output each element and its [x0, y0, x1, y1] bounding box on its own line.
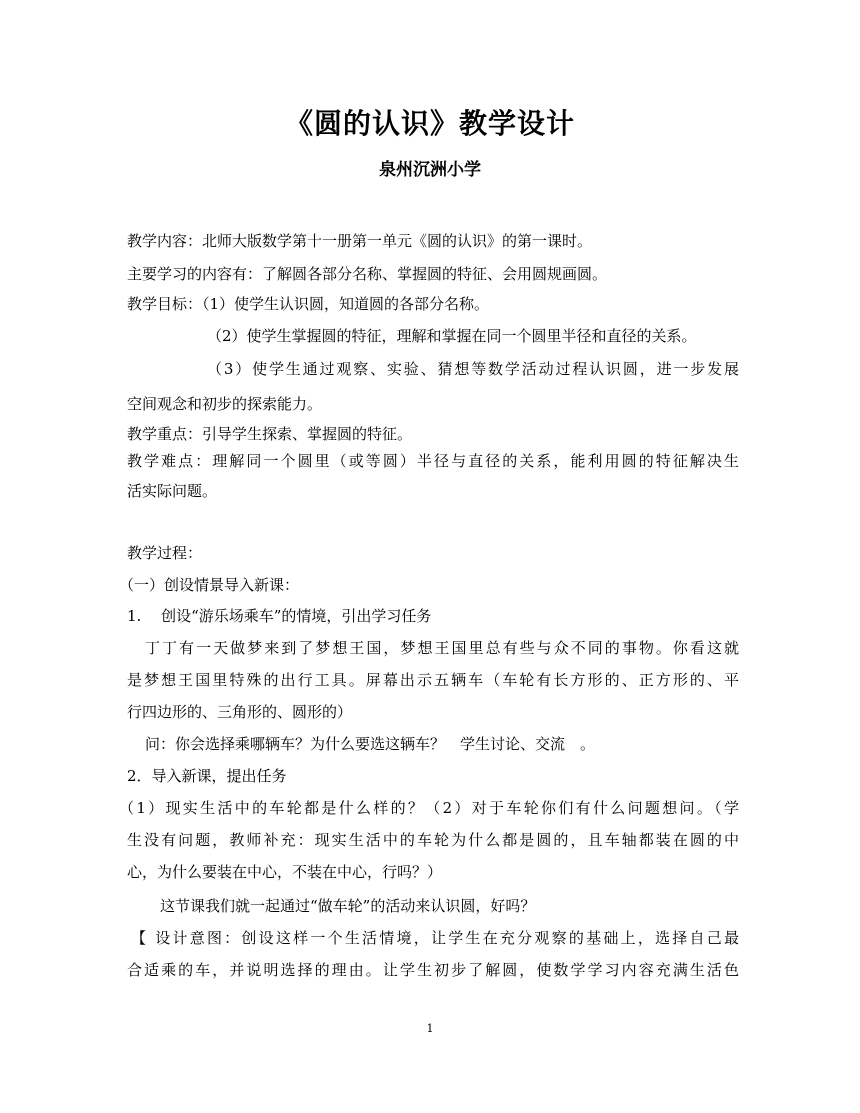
text-line: （一）创设情景导入新课： — [119, 576, 300, 594]
document-subtitle: 泉州沉洲小学 — [379, 160, 481, 180]
text-line: 教学内容：北师大版数学第十一册第一单元《圆的认识》的第一课时。 — [127, 232, 593, 250]
text-line: 心，为什么要装在中心，不装在中心，行吗？） — [127, 863, 443, 881]
text-line: 这节课我们就一起通过“做车轮”的活动来认识圆，好吗？ — [160, 897, 536, 915]
text-line: 教学过程： — [127, 544, 203, 562]
text-line: 丁丁有一天做梦来到了梦想王国，梦想王国里总有些与众不同的事物。你看这就 — [145, 639, 739, 657]
text-line: 生没有问题，教师补充：现实生活中的车轮为什么都是圆的，且车轴都装在圆的中 — [127, 831, 739, 849]
text-line: 1. 创设“游乐场乘车”的情境，引出学习任务 — [127, 607, 432, 625]
text-line: 【 设计意图：创设这样一个生活情境，让学生在充分观察的基础上，选择自己最 — [131, 929, 739, 947]
text-line: 空间观念和初步的探索能力。 — [127, 395, 323, 413]
text-line: 是梦想王国里特殊的出行工具。屏幕出示五辆车（车轮有长方形的、正方形的、平 — [127, 671, 739, 689]
text-line: 问：你会选择乘哪辆车？为什么要选这辆车？ 学生讨论、交流 。 — [145, 735, 596, 753]
text-line: 合适乘的车，并说明选择的理由。让学生初步了解圆，使数学学习内容充满生活色 — [127, 961, 739, 979]
document-title: 《圆的认识》教学设计 — [284, 107, 575, 140]
text-line: 活实际问题。 — [127, 482, 218, 500]
text-line: 教学重点：引导学生探索、掌握圆的特征。 — [127, 425, 413, 443]
text-line: （2）使学生掌握圆的特征，理解和掌握在同一个圆里半径和直径的关系。 — [207, 327, 697, 345]
text-line: 教学目标：（1）使学生认识圆，知道圆的各部分名称。 — [127, 295, 490, 313]
text-line: 行四边形的、三角形的、圆形的） — [127, 703, 353, 721]
text-line: （3）使学生通过观察、实验、猜想等数学活动过程认识圆，进一步发展 — [207, 360, 739, 378]
text-line: 教学难点：理解同一个圆里（或等圆）半径与直径的关系，能利用圆的特征解决生 — [127, 452, 739, 470]
page-number: 1 — [426, 1022, 434, 1035]
text-line: 主要学习的内容有：了解圆各部分名称、掌握圆的特征、会用圆规画圆。 — [127, 265, 608, 283]
text-line: （1）现实生活中的车轮都是什么样的？（2）对于车轮你们有什么问题想问。（学 — [119, 799, 739, 817]
text-line: 2．导入新课，提出任务 — [127, 767, 287, 785]
